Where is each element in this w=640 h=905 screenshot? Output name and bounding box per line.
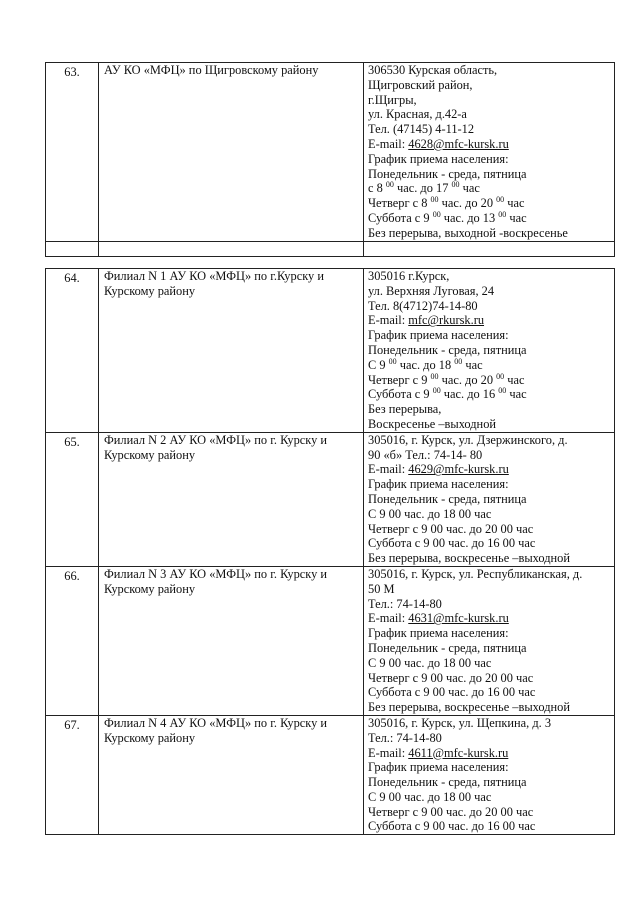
address-line: ул. Красная, д.42-а (368, 107, 467, 122)
schedule-line: Без перерыва, выходной -воскресенье (368, 225, 568, 240)
email-link[interactable]: 4611@mfc-kursk.ru (408, 745, 509, 760)
schedule-text: час. до 17 (393, 181, 452, 196)
email-link[interactable]: 4629@mfc-kursk.ru (408, 462, 509, 477)
address-line: Тел. 8(4712)74-14-80 (368, 298, 478, 313)
organization-cell (99, 432, 364, 566)
address-line: ул. Верхняя Луговая, 24 (368, 283, 495, 298)
schedule-minutes: 00 (385, 180, 394, 190)
schedule-text: час. до 20 (438, 196, 497, 211)
table-section-2 (45, 268, 615, 835)
schedule-line: Понедельник - среда, пятница (368, 640, 527, 655)
schedule-minutes: 00 (496, 371, 505, 381)
address-line: Щигровский район, (368, 77, 473, 92)
address-line: Тел.: 74-14-80 (368, 730, 442, 745)
table-row (46, 269, 615, 433)
email-label: E-mail: (368, 313, 409, 328)
schedule-line: С 9 00 час. до 18 00 час (368, 506, 492, 521)
schedule-title: График приема населения: (368, 760, 509, 775)
schedule-title: График приема населения: (368, 151, 509, 166)
table-section-1 (45, 62, 615, 257)
address-line: 90 «б» Тел.: 74-14- 80 (368, 447, 483, 462)
schedule-text: Суббота с 9 (368, 387, 433, 402)
schedule-minutes: 00 (498, 386, 507, 396)
contact-cell (364, 715, 615, 834)
schedule-text: Четверг с 8 (368, 196, 431, 211)
email-line (368, 746, 614, 761)
email-line (368, 313, 614, 328)
schedule-text: Четверг с 9 (368, 372, 431, 387)
address-line: 305016, г. Курск, ул. Дзержинского, д. (368, 432, 568, 447)
email-line (368, 137, 614, 152)
schedule-line: Без перерыва, воскресенье –выходной (368, 551, 571, 566)
schedule-text: час (506, 387, 527, 402)
schedule-text: час (504, 372, 525, 387)
schedule-text: Суббота с 9 (368, 210, 433, 225)
email-label: E-mail: (368, 611, 409, 626)
empty-row (46, 241, 615, 256)
schedule-line: Суббота с 9 00 час. до 16 00 час (368, 536, 536, 551)
schedule-minutes: 00 (496, 195, 505, 205)
schedule-line (368, 181, 614, 196)
schedule-line: Понедельник - среда, пятница (368, 775, 527, 790)
schedule-line: Воскресенье –выходной (368, 416, 497, 431)
organization-name: Филиал N 3 АУ КО «МФЦ» по г. Курску и Курскому району (104, 566, 328, 596)
organization-cell (99, 63, 364, 242)
empty-cell (364, 241, 615, 256)
entry-number: 63. (46, 63, 99, 242)
schedule-minutes: 00 (432, 209, 441, 219)
entry-number: 65. (46, 432, 99, 566)
schedule-line: Четверг с 9 00 час. до 20 00 час (368, 670, 534, 685)
email-link[interactable]: mfc@rkursk.ru (408, 313, 485, 328)
schedule-text: час (462, 357, 483, 372)
schedule-text: час. до 18 (396, 357, 455, 372)
schedule-minutes: 00 (498, 209, 507, 219)
table-row (46, 715, 615, 834)
email-label: E-mail: (368, 136, 409, 151)
schedule-line: Без перерыва, воскресенье –выходной (368, 700, 571, 715)
email-line (368, 611, 614, 626)
address-line: Тел. (47145) 4-11-12 (368, 122, 475, 137)
schedule-text: час (504, 196, 525, 211)
organization-cell (99, 269, 364, 433)
schedule-title: График приема населения: (368, 328, 509, 343)
schedule-line (368, 387, 614, 402)
organization-cell (99, 566, 364, 715)
entry-number: 67. (46, 715, 99, 834)
address-line: 50 М (368, 581, 395, 596)
schedule-line: Суббота с 9 00 час. до 16 00 час (368, 685, 536, 700)
schedule-title: График приема населения: (368, 626, 509, 641)
schedule-minutes: 00 (430, 371, 439, 381)
contact-cell (364, 432, 615, 566)
address-line: Тел.: 74-14-80 (368, 596, 442, 611)
schedule-line (368, 196, 614, 211)
schedule-line: Понедельник - среда, пятница (368, 342, 527, 357)
organization-name: Филиал N 2 АУ КО «МФЦ» по г. Курску и Курскому району (104, 432, 328, 462)
address-line: 305016, г. Курск, ул. Республиканская, д. (368, 566, 583, 581)
address-line: 306530 Курская область, (368, 63, 498, 77)
schedule-minutes: 00 (432, 386, 441, 396)
organization-name: Филиал N 4 АУ КО «МФЦ» по г. Курску и Курскому району (104, 715, 328, 745)
schedule-line (368, 358, 614, 373)
contact-cell (364, 566, 615, 715)
organization-name: Филиал N 1 АУ КО «МФЦ» по г.Курску и Курскому району (104, 269, 324, 298)
empty-cell (46, 241, 99, 256)
schedule-line: Четверг с 9 00 час. до 20 00 час (368, 521, 534, 536)
organization-name: АУ КО «МФЦ» по Щигровскому району (104, 63, 319, 77)
schedule-line: Без перерыва, (368, 402, 442, 417)
contact-cell (364, 63, 615, 242)
schedule-text: час (459, 181, 480, 196)
entry-number: 64. (46, 269, 99, 433)
schedule-text: час. до 13 (440, 210, 499, 225)
schedule-line: С 9 00 час. до 18 00 час (368, 789, 492, 804)
empty-cell (99, 241, 364, 256)
schedule-minutes: 00 (454, 356, 463, 366)
schedule-text: час. до 16 (440, 387, 499, 402)
schedule-line (368, 211, 614, 226)
schedule-line: Четверг с 9 00 час. до 20 00 час (368, 804, 534, 819)
email-link[interactable]: 4631@mfc-kursk.ru (408, 611, 509, 626)
schedule-minutes: 00 (388, 356, 397, 366)
table-row (46, 566, 615, 715)
schedule-line (368, 373, 614, 388)
schedule-text: час (506, 210, 527, 225)
schedule-title: График приема населения: (368, 477, 509, 492)
email-link[interactable]: 4628@mfc-kursk.ru (408, 136, 509, 151)
schedule-text: час. до 20 (438, 372, 497, 387)
schedule-minutes: 00 (430, 195, 439, 205)
schedule-line: Суббота с 9 00 час. до 16 00 час (368, 819, 536, 834)
address-line: г.Щигры, (368, 92, 417, 107)
email-label: E-mail: (368, 745, 409, 760)
table-row (46, 63, 615, 242)
email-line (368, 462, 614, 477)
email-label: E-mail: (368, 462, 409, 477)
address-line: 305016 г.Курск, (368, 269, 450, 283)
schedule-line: Понедельник - среда, пятница (368, 166, 527, 181)
schedule-text: С 9 (368, 357, 389, 372)
entry-number: 66. (46, 566, 99, 715)
schedule-line: Понедельник - среда, пятница (368, 491, 527, 506)
schedule-line: С 9 00 час. до 18 00 час (368, 655, 492, 670)
contact-cell (364, 269, 615, 433)
organization-cell (99, 715, 364, 834)
schedule-text: с 8 (368, 181, 386, 196)
table-row (46, 432, 615, 566)
schedule-minutes: 00 (451, 180, 460, 190)
address-line: 305016, г. Курск, ул. Щепкина, д. 3 (368, 715, 552, 730)
